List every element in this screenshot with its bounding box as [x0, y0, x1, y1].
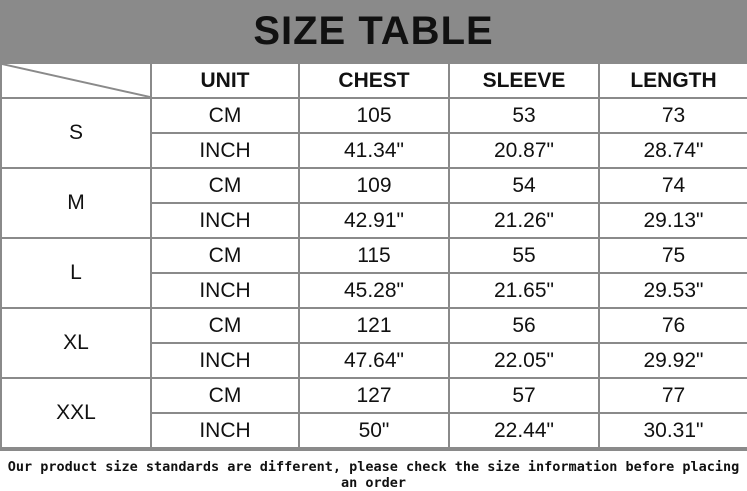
sleeve-inch: 22.44"	[449, 413, 599, 448]
chest-cm: 121	[299, 308, 449, 343]
size-label-l: L	[1, 238, 151, 308]
length-inch: 28.74"	[599, 133, 747, 168]
unit-cm: CM	[151, 168, 299, 203]
corner-cell	[1, 63, 151, 98]
size-label-xl: XL	[1, 308, 151, 378]
sleeve-inch: 21.65"	[449, 273, 599, 308]
page-title: SIZE TABLE	[253, 8, 494, 53]
size-label-xxl: XXL	[1, 378, 151, 448]
unit-cm: CM	[151, 378, 299, 413]
length-cm: 76	[599, 308, 747, 343]
sleeve-inch: 21.26"	[449, 203, 599, 238]
table-row	[1, 238, 747, 273]
length-cm: 73	[599, 98, 747, 133]
size-table	[0, 62, 747, 449]
unit-inch: INCH	[151, 413, 299, 448]
length-inch: 29.92"	[599, 343, 747, 378]
chest-inch: 45.28"	[299, 273, 449, 308]
length-inch: 29.53"	[599, 273, 747, 308]
sleeve-cm: 57	[449, 378, 599, 413]
size-label-s: S	[1, 98, 151, 168]
table-row	[1, 98, 747, 133]
table-row	[1, 378, 747, 413]
sleeve-cm: 54	[449, 168, 599, 203]
sleeve-cm: 53	[449, 98, 599, 133]
unit-cm: CM	[151, 98, 299, 133]
column-header-chest: CHEST	[299, 63, 449, 98]
sleeve-inch: 22.05"	[449, 343, 599, 378]
unit-inch: INCH	[151, 343, 299, 378]
title-bar	[0, 0, 747, 62]
length-cm: 74	[599, 168, 747, 203]
diagonal-divider-icon	[2, 64, 150, 97]
table-row	[1, 308, 747, 343]
chest-cm: 105	[299, 98, 449, 133]
column-header-length: LENGTH	[599, 63, 747, 98]
chest-inch: 47.64"	[299, 343, 449, 378]
unit-cm: CM	[151, 238, 299, 273]
unit-cm: CM	[151, 308, 299, 343]
length-inch: 29.13"	[599, 203, 747, 238]
chest-inch: 50"	[299, 413, 449, 448]
chest-cm: 109	[299, 168, 449, 203]
sleeve-cm: 56	[449, 308, 599, 343]
chest-cm: 115	[299, 238, 449, 273]
sleeve-inch: 20.87"	[449, 133, 599, 168]
length-cm: 77	[599, 378, 747, 413]
size-label-m: M	[1, 168, 151, 238]
footer-note-bar	[0, 449, 747, 491]
table-row	[1, 168, 747, 203]
length-cm: 75	[599, 238, 747, 273]
column-header-unit: UNIT	[151, 63, 299, 98]
chest-inch: 41.34"	[299, 133, 449, 168]
chest-cm: 127	[299, 378, 449, 413]
table-header-row	[1, 63, 747, 98]
unit-inch: INCH	[151, 203, 299, 238]
sleeve-cm: 55	[449, 238, 599, 273]
footer-note-text: Our product size standards are different, please check the size information before placing an order	[7, 459, 740, 491]
unit-inch: INCH	[151, 273, 299, 308]
column-header-sleeve: SLEEVE	[449, 63, 599, 98]
unit-inch: INCH	[151, 133, 299, 168]
chest-inch: 42.91"	[299, 203, 449, 238]
length-inch: 30.31"	[599, 413, 747, 448]
